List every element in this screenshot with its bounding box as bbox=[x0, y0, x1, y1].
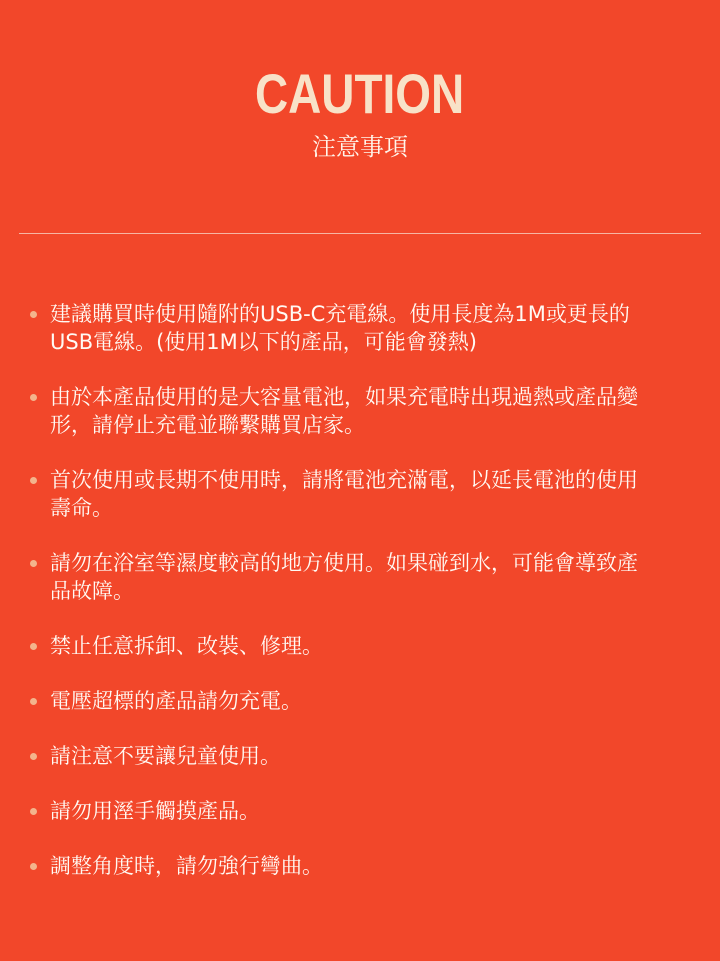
bullet-dot-icon bbox=[30, 753, 37, 760]
list-item bbox=[30, 383, 650, 439]
bullet-dot-icon bbox=[30, 477, 37, 484]
bullet-dot-icon bbox=[30, 311, 37, 318]
list-item-text: 建議購買時使用隨附的USB-C充電線。使用長度為1M或更長的USB電線。(使用1M以下的產品，可能會發熱) bbox=[50, 302, 630, 354]
divider bbox=[19, 233, 701, 234]
bullet-dot-icon bbox=[30, 394, 37, 401]
list-item-text: 禁止任意拆卸、改裝、修理。 bbox=[50, 634, 323, 658]
bullet-dot-icon bbox=[30, 863, 37, 870]
header bbox=[0, 0, 720, 162]
list-item-text: 請勿用溼手觸摸產品。 bbox=[50, 799, 260, 823]
list-item-text: 電壓超標的產品請勿充電。 bbox=[50, 689, 302, 713]
list-item bbox=[30, 300, 650, 356]
list-item-text: 首次使用或長期不使用時，請將電池充滿電，以延長電池的使用壽命。 bbox=[50, 468, 638, 520]
list-item bbox=[30, 742, 650, 770]
page-subtitle: 注意事項 bbox=[312, 133, 408, 161]
list-item bbox=[30, 549, 650, 605]
bullet-dot-icon bbox=[30, 560, 37, 567]
list-item bbox=[30, 797, 650, 825]
list-item bbox=[30, 466, 650, 522]
bullet-dot-icon bbox=[30, 643, 37, 650]
list-item-text: 請勿在浴室等濕度較高的地方使用。如果碰到水，可能會導致產品故障。 bbox=[50, 551, 638, 603]
list-item-text: 請注意不要讓兒童使用。 bbox=[50, 744, 281, 768]
list-item bbox=[30, 687, 650, 715]
list-item-text: 由於本產品使用的是大容量電池，如果充電時出現過熱或產品變形，請停止充電並聯繫購買店家。 bbox=[50, 385, 638, 437]
list-item bbox=[30, 632, 650, 660]
bullet-dot-icon bbox=[30, 698, 37, 705]
page-title: CAUTION bbox=[255, 62, 465, 125]
list-item bbox=[30, 852, 650, 880]
bullet-dot-icon bbox=[30, 808, 37, 815]
caution-list bbox=[30, 300, 650, 907]
list-item-text: 調整角度時，請勿強行彎曲。 bbox=[50, 854, 323, 878]
